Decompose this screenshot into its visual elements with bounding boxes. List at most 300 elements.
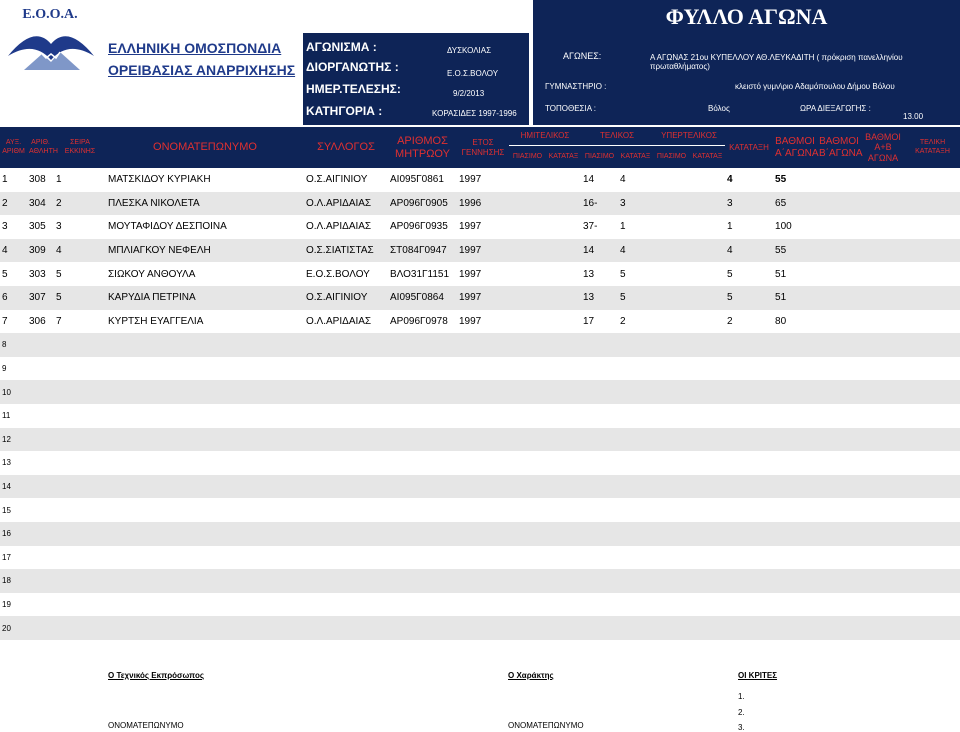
table-row [0,333,960,357]
table-cell [546,192,581,216]
table-cell [861,310,905,334]
table-cell [817,192,861,216]
table-cell [546,404,581,428]
table-cell: ΚΑΡΥΔΙΑ ΠΕΤΡΙΝΑ [108,292,196,304]
table-cell [106,333,304,357]
table-cell [690,168,725,192]
table-cell [27,333,54,357]
federation-logo [4,4,98,84]
table-cell: ΑΡ096Γ0978 [390,315,448,327]
table-cell [861,286,905,310]
table-cell: 19 [2,599,11,609]
table-cell: ΑΙ095Γ0861 [390,174,444,186]
table-cell: 303 [29,268,46,280]
table-cell: Ο.Λ.ΑΡΙΔΑΙΑΣ [306,315,372,327]
table-cell [54,593,106,617]
table-cell [618,333,653,357]
table-cell [546,522,581,546]
table-cell [905,262,960,286]
table-cell [653,310,690,334]
table-cell [388,593,457,617]
table-cell [581,522,618,546]
table-cell: 4 [727,245,733,257]
table-cell: 5 [727,268,733,280]
table-cell: 4 [2,245,8,257]
table-cell [690,404,725,428]
table-cell [618,451,653,475]
table-cell [653,451,690,475]
table-cell [653,286,690,310]
table-cell: Ο.Σ.ΣΙΑΤΙΣΤΑΣ [306,245,374,257]
table-cell: 1997 [459,292,482,304]
table-cell [304,380,388,404]
table-cell: 16- [583,197,598,209]
table-cell [546,286,581,310]
sheet-title: ΦΥΛΛΟ ΑΓΩΝΑ [533,0,960,33]
table-cell: 2 [2,197,8,209]
table-cell: ΒΛΟ31Γ1151 [390,268,450,280]
table-cell [817,451,861,475]
table-row [0,357,960,381]
table-cell [581,616,618,640]
table-cell [546,451,581,475]
table-cell [509,168,546,192]
table-cell: 20 [2,623,11,633]
table-cell [106,380,304,404]
table-cell [861,192,905,216]
table-cell [861,380,905,404]
table-cell: 9 [2,364,7,374]
table-cell [388,451,457,475]
table-cell [457,569,509,593]
table-cell [581,475,618,499]
table-cell: ΜΟΥΤΑΦΙΔΟΥ ΔΕΣΠΟΙΝΑ [108,221,227,233]
col-birth: ΕΤΟΣ ΓΕΝΝΗΣΗΣ [457,127,509,168]
table-cell [54,569,106,593]
table-cell [581,380,618,404]
table-cell [581,333,618,357]
table-cell: Ε.Ο.Σ.ΒΟΛΟΥ [306,268,370,280]
table-cell [725,380,773,404]
table-row [0,546,960,570]
table-cell: 55 [775,245,787,257]
table-cell: 51 [775,292,787,304]
table-cell [773,451,817,475]
table-cell: ΣΙΩΚΟΥ ΑΝΘΟΥΛΑ [108,268,196,280]
table-cell: ΑΡ096Γ0935 [390,221,448,233]
table-cell [817,593,861,617]
table-row [0,310,960,334]
table-cell: 8 [2,340,7,350]
gym-value: κλειστό γυμν\ριο Αδαμόπουλου Δήμου Βόλου [735,82,895,91]
table-cell [690,380,725,404]
table-cell [27,616,54,640]
table-cell [773,333,817,357]
table-cell [725,357,773,381]
table-cell [388,522,457,546]
table-cell [861,451,905,475]
table-cell [388,475,457,499]
table-cell [457,546,509,570]
table-cell [905,569,960,593]
table-row [0,569,960,593]
table-cell [817,522,861,546]
col-aux: ΑΥΞ. ΑΡΙΘΜ [0,127,27,168]
col-final-rank-sub: ΚΑΤΑΤΑΞ [618,146,653,169]
col-points-ab: ΒΑΘΜΟΙ Α+Β ΑΓΩΝΑ [861,127,905,168]
table-cell [618,546,653,570]
table-cell: ΜΑΤΣΚΙΔΟΥ ΚΥΡΙΑΚΗ [108,174,211,186]
table-cell [509,546,546,570]
table-cell [509,451,546,475]
table-cell [773,357,817,381]
table-row [0,498,960,522]
col-final-rank: ΤΕΛΙΚΗ ΚΑΤΑΤΑΞΗ [905,127,960,168]
table-cell [618,569,653,593]
table-cell [388,428,457,452]
table-cell: 13 [583,292,595,304]
table-row [0,522,960,546]
table-cell [725,569,773,593]
table-cell [905,333,960,357]
table-cell [27,451,54,475]
table-cell [905,522,960,546]
table-cell [861,546,905,570]
col-semi-hold: ΠΙΑΣΙΜΟ [509,146,546,169]
table-cell [457,404,509,428]
table-cell [304,404,388,428]
table-cell [509,357,546,381]
table-cell [618,616,653,640]
location-label: ΤΟΠΟΘΕΣΙΑ : [545,104,597,113]
table-cell [905,357,960,381]
col-points-b: ΒΑΘΜΟΙ Β΄ΑΓΩΝΑ [817,127,861,168]
table-cell [618,380,653,404]
table-cell [773,498,817,522]
table-row [0,215,960,239]
table-cell [653,357,690,381]
table-cell [509,333,546,357]
table-cell [817,475,861,499]
table-cell [618,357,653,381]
table-cell [106,475,304,499]
table-cell: Ο.Λ.ΑΡΙΔΑΙΑΣ [306,221,372,233]
table-cell [304,522,388,546]
table-cell [817,215,861,239]
table-cell [27,546,54,570]
table-cell [509,569,546,593]
route-setter-label: Ο Χαράκτης [508,671,554,680]
table-cell [27,498,54,522]
table-cell: 12 [2,434,11,444]
table-cell [817,286,861,310]
table-cell [106,428,304,452]
col-semi-rank: ΚΑΤΑΤΑΞ [546,146,581,169]
table-cell [690,357,725,381]
table-cell [546,215,581,239]
table-cell [690,192,725,216]
table-cell [457,522,509,546]
table-header-row1 [0,127,960,146]
table-cell: ΣΤ084Γ0947 [390,245,447,257]
col-superfinal: ΥΠΕΡΤΕΛΙΚΟΣ [653,127,725,146]
col-order: ΣΕΙΡΑ ΕΚΚΙΝΗΣ [54,127,106,168]
table-cell [509,380,546,404]
table-cell: 100 [775,221,792,233]
table-cell: ΑΙ095Γ0864 [390,292,444,304]
date-label: ΗΜΕΡ.ΤΕΛΕΣΗΣ: [306,82,401,96]
table-cell [653,428,690,452]
table-cell [653,239,690,263]
table-cell: 51 [775,268,787,280]
table-cell [106,357,304,381]
table-cell: ΚΥΡΤΣΗ ΕΥΑΓΓΕΛΙΑ [108,315,204,327]
table-cell [54,522,106,546]
table-cell [861,239,905,263]
table-cell [905,498,960,522]
table-cell: 15 [2,505,11,515]
table-cell: 80 [775,315,787,327]
table-cell [905,239,960,263]
table-cell [457,498,509,522]
col-name: ΟΝΟΜΑΤΕΠΩΝΥΜΟ [106,127,304,168]
table-cell: 304 [29,197,46,209]
table-row [0,286,960,310]
table-cell [581,428,618,452]
table-cell [304,475,388,499]
table-cell: 7 [2,315,8,327]
technical-delegate-label: Ο Τεχνικός Εκπρόσωπος [108,671,204,680]
table-cell: 2 [620,315,626,327]
table-cell [725,546,773,570]
table-cell [861,262,905,286]
competitions-label: ΑΓΩΝΕΣ: [563,51,602,61]
table-cell [725,404,773,428]
table-cell [817,498,861,522]
table-cell [546,168,581,192]
table-cell [581,546,618,570]
col-final: ΤΕΛΙΚΟΣ [581,127,653,146]
table-cell [905,428,960,452]
table-cell [817,262,861,286]
table-cell [581,451,618,475]
table-cell [905,593,960,617]
table-cell [106,569,304,593]
table-cell [905,404,960,428]
table-cell [653,404,690,428]
table-cell [653,569,690,593]
table-cell: 18 [2,576,11,586]
table-cell [905,546,960,570]
table-cell [457,380,509,404]
table-cell [546,593,581,617]
federation-name-line2: ΟΡΕΙΒΑΣΙΑΣ ΑΝΑΡΡΙΧΗΣΗΣ [108,62,296,78]
table-cell [773,593,817,617]
organizer-label: ΔΙΟΡΓΑΝΩΤΗΣ : [306,60,399,74]
table-cell [690,333,725,357]
table-cell [388,569,457,593]
table-cell: 14 [2,482,11,492]
table-cell [457,451,509,475]
table-cell [509,310,546,334]
table-cell: 4 [620,245,626,257]
table-cell [27,428,54,452]
table-cell [546,498,581,522]
table-cell [817,404,861,428]
table-cell [54,404,106,428]
table-cell: 5 [56,292,62,304]
table-cell: 5 [620,292,626,304]
table-cell [581,404,618,428]
table-cell: 5 [727,292,733,304]
table-row [0,616,960,640]
table-cell [54,546,106,570]
table-row [0,262,960,286]
judge-3: 3. [738,723,745,732]
table-cell [618,593,653,617]
table-cell: 16 [2,529,11,539]
table-cell [653,522,690,546]
table-cell [509,262,546,286]
category-value: ΚΟΡΑΣΙΔΕΣ 1997-1996 [432,109,517,118]
table-cell [690,522,725,546]
table-cell [905,616,960,640]
table-cell: 1997 [459,268,482,280]
table-cell [773,475,817,499]
table-cell: 17 [583,315,595,327]
table-cell [54,428,106,452]
table-cell [304,333,388,357]
table-cell [618,498,653,522]
table-cell [690,310,725,334]
table-cell [725,616,773,640]
category-label: ΚΑΤΗΓΟΡΙΑ : [306,104,383,118]
table-cell [54,357,106,381]
table-cell: 1997 [459,221,482,233]
table-cell [27,475,54,499]
table-cell [861,333,905,357]
table-cell [546,475,581,499]
table-cell [509,192,546,216]
table-cell [653,546,690,570]
table-cell [546,546,581,570]
col-athlete-no: ΑΡΙΘ. ΑΘΛΗΤΗ [27,127,54,168]
table-cell [690,546,725,570]
info-panel-right [533,33,960,125]
table-cell [106,451,304,475]
table-row [0,451,960,475]
table-cell [546,262,581,286]
table-cell [388,357,457,381]
table-cell [388,616,457,640]
table-cell: 13 [583,268,595,280]
table-cell [304,569,388,593]
table-cell [861,404,905,428]
table-cell: 305 [29,221,46,233]
table-cell [304,616,388,640]
table-cell [725,593,773,617]
col-super-rank: ΚΑΤΑΤΑΞ [690,146,725,169]
table-cell [457,593,509,617]
table-cell [546,333,581,357]
table-cell [653,168,690,192]
table-cell [861,215,905,239]
col-registry: ΑΡΙΘΜΟΣ ΜΗΤΡΩΟΥ [388,127,457,168]
table-cell: 6 [2,292,8,304]
table-cell [581,357,618,381]
table-row [0,239,960,263]
table-cell: 10 [2,387,11,397]
table-cell [773,380,817,404]
table-cell [618,475,653,499]
table-cell [618,522,653,546]
table-cell [861,357,905,381]
table-cell: 13 [2,458,11,468]
table-cell: 7 [56,315,62,327]
table-cell [690,215,725,239]
logo-abbr: Ε.Ο.Ο.Α. [22,7,78,22]
table-cell [618,404,653,428]
table-cell: 37- [583,221,598,233]
table-cell [457,357,509,381]
table-cell [106,593,304,617]
table-cell [690,262,725,286]
table-cell [905,451,960,475]
table-cell [509,616,546,640]
table-cell [817,357,861,381]
table-cell: 1997 [459,315,482,327]
table-cell [546,357,581,381]
table-cell [509,286,546,310]
table-cell [905,475,960,499]
table-cell [581,569,618,593]
table-cell [653,333,690,357]
table-cell [509,522,546,546]
table-cell [304,546,388,570]
table-cell [509,498,546,522]
table-cell: ΠΛΕΣΚΑ ΝΙΚΟΛΕΤΑ [108,197,200,209]
table-cell [653,380,690,404]
table-cell [304,428,388,452]
table-cell [725,475,773,499]
table-cell: ΜΠΛΙΑΓΚΟΥ ΝΕΦΕΛΗ [108,245,211,257]
table-cell [690,498,725,522]
table-cell [509,475,546,499]
table-cell [653,475,690,499]
table-cell: 3 [620,197,626,209]
table-cell [653,215,690,239]
table-cell: 3 [2,221,8,233]
results-table [0,127,960,640]
date-value: 9/2/2013 [453,89,485,98]
table-cell [509,215,546,239]
table-cell [690,569,725,593]
judge-1: 1. [738,692,745,701]
table-cell: 1 [56,174,62,186]
table-cell [817,428,861,452]
table-cell [106,404,304,428]
technical-delegate-name: ΟΝΟΜΑΤΕΠΩΝΥΜΟ [108,721,184,730]
table-cell [54,380,106,404]
table-cell [690,475,725,499]
table-cell [817,310,861,334]
table-cell: 1 [2,174,8,186]
col-points-a: ΒΑΘΜΟΙ Α΄ΑΓΩΝΑ [773,127,817,168]
table-row [0,168,960,192]
table-cell [905,215,960,239]
table-cell [725,522,773,546]
table-cell [861,593,905,617]
